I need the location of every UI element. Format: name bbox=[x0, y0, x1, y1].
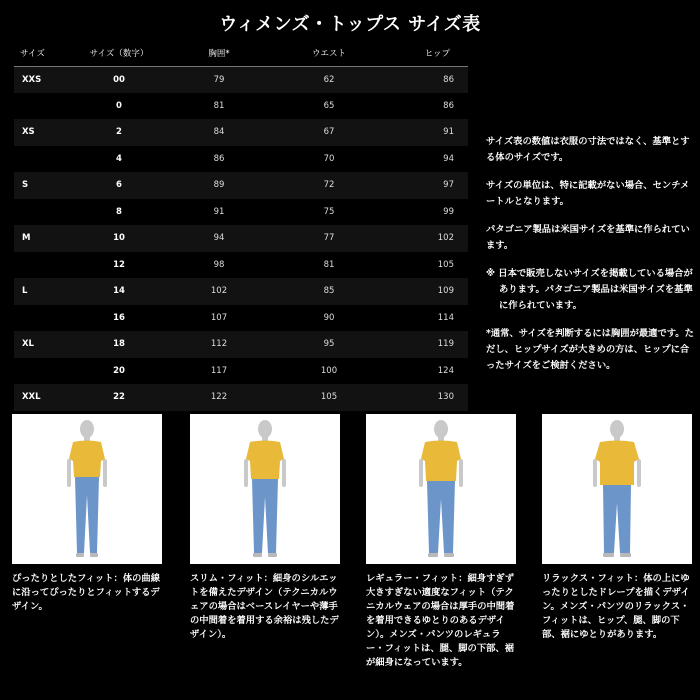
hip-value: 124 bbox=[384, 358, 468, 385]
fitted-figure-icon bbox=[57, 415, 117, 563]
waist-value: 105 bbox=[274, 384, 384, 411]
size-table bbox=[14, 40, 468, 411]
size-label: XXL bbox=[14, 384, 74, 411]
note-units: サイズの単位は、特に記載がない場合、センチメートルとなります。 bbox=[486, 180, 690, 207]
size-number: 10 bbox=[74, 225, 164, 252]
size-number: 4 bbox=[74, 146, 164, 173]
fit-card-slim bbox=[190, 414, 340, 642]
size-label: XXS bbox=[14, 66, 74, 93]
table-row bbox=[14, 146, 468, 173]
bust-value: 98 bbox=[164, 252, 274, 279]
slim-figure-image bbox=[190, 414, 340, 564]
table-row bbox=[14, 331, 468, 358]
waist-value: 77 bbox=[274, 225, 384, 252]
waist-value: 90 bbox=[274, 305, 384, 332]
hip-value: 91 bbox=[384, 119, 468, 146]
bust-value: 102 bbox=[164, 278, 274, 305]
note-unsold-sizes: ※ 日本で販売しないサイズを掲載している場合があります。パタゴニア製品は米国サイズを基準に作られています。 bbox=[486, 268, 693, 311]
size-label bbox=[14, 146, 74, 173]
size-number: 22 bbox=[74, 384, 164, 411]
waist-value: 95 bbox=[274, 331, 384, 358]
table-row bbox=[14, 66, 468, 93]
fit-description-slim: スリム・フィット：細身のシルエットを備えたデザイン（テクニカルウェアの場合はベースレイヤーや薄手の中間着を着用する余裕は残したデザイン）。 bbox=[190, 573, 339, 640]
size-number: 18 bbox=[74, 331, 164, 358]
hip-value: 119 bbox=[384, 331, 468, 358]
fit-description-regular: レギュラー・フィット：細身すぎず大きすぎない適度なフィット（テクニカルウェアの場合は厚手の中間着を着用できるゆとりのあるデザイン）。メンズ・パンツのレギュラー・フィットは、腿、脚の下部、裾が細身になっています。 bbox=[366, 573, 515, 668]
size-number: 00 bbox=[74, 66, 164, 93]
hip-value: 105 bbox=[384, 252, 468, 279]
bust-value: 84 bbox=[164, 119, 274, 146]
waist-value: 75 bbox=[274, 199, 384, 226]
hip-value: 102 bbox=[384, 225, 468, 252]
size-label: M bbox=[14, 225, 74, 252]
bust-value: 81 bbox=[164, 93, 274, 120]
table-row bbox=[14, 199, 468, 226]
bust-value: 89 bbox=[164, 172, 274, 199]
size-label: XL bbox=[14, 331, 74, 358]
table-row bbox=[14, 305, 468, 332]
size-label: XS bbox=[14, 119, 74, 146]
hip-value: 109 bbox=[384, 278, 468, 305]
size-label: L bbox=[14, 278, 74, 305]
note-us-sizing: パタゴニア製品は米国サイズを基準に作られています。 bbox=[486, 224, 690, 251]
table-row bbox=[14, 93, 468, 120]
size-label bbox=[14, 252, 74, 279]
page-title: ウィメンズ・トップス サイズ表 bbox=[219, 14, 481, 35]
header-waist: ウエスト bbox=[274, 40, 384, 66]
relaxed-figure-image bbox=[542, 414, 692, 564]
bust-value: 117 bbox=[164, 358, 274, 385]
size-number: 20 bbox=[74, 358, 164, 385]
table-row bbox=[14, 172, 468, 199]
fit-card-relaxed bbox=[542, 414, 692, 642]
hip-value: 86 bbox=[384, 66, 468, 93]
slim-figure-icon bbox=[235, 415, 295, 563]
bust-value: 94 bbox=[164, 225, 274, 252]
fit-description-fitted: ぴったりとしたフィット：体の曲線に沿ってぴったりとフィットするデザイン。 bbox=[12, 573, 161, 612]
bust-value: 107 bbox=[164, 305, 274, 332]
table-row bbox=[14, 252, 468, 279]
size-number: 16 bbox=[74, 305, 164, 332]
header-size: サイズ bbox=[14, 40, 74, 66]
size-number: 8 bbox=[74, 199, 164, 226]
hip-value: 130 bbox=[384, 384, 468, 411]
hip-value: 99 bbox=[384, 199, 468, 226]
regular-figure-image bbox=[366, 414, 516, 564]
header-hip: ヒップ bbox=[384, 40, 468, 66]
header-bust: 胸囲* bbox=[164, 40, 274, 66]
table-header-row bbox=[14, 40, 468, 66]
fit-card-regular bbox=[366, 414, 516, 670]
note-measurement-basis: サイズ表の数値は衣服の寸法ではなく、基準とする体のサイズです。 bbox=[486, 136, 690, 163]
hip-value: 114 bbox=[384, 305, 468, 332]
note-bust-recommendation: *通常、サイズを判断するには胸囲が最適です。ただし、ヒップサイズが大きめの方は、ヒップに合ったサイズをご検討ください。 bbox=[486, 328, 694, 371]
waist-value: 81 bbox=[274, 252, 384, 279]
fit-description-relaxed: リラックス・フィット：体の上にゆったりとしたドレープを描くデザイン。メンズ・パンツのリラックス・フィットは、ヒップ、腿、脚の下部、裾にゆとりがあります。 bbox=[542, 573, 690, 640]
header-size-number: サイズ（数字） bbox=[74, 40, 164, 66]
size-number: 14 bbox=[74, 278, 164, 305]
table-row bbox=[14, 358, 468, 385]
waist-value: 72 bbox=[274, 172, 384, 199]
relaxed-figure-icon bbox=[587, 415, 647, 563]
table-row bbox=[14, 225, 468, 252]
bust-value: 79 bbox=[164, 66, 274, 93]
table-row bbox=[14, 278, 468, 305]
waist-value: 100 bbox=[274, 358, 384, 385]
fit-card-fitted bbox=[12, 414, 162, 614]
waist-value: 62 bbox=[274, 66, 384, 93]
regular-figure-icon bbox=[411, 415, 471, 563]
size-label bbox=[14, 199, 74, 226]
size-table-container bbox=[14, 40, 468, 411]
hip-value: 86 bbox=[384, 93, 468, 120]
size-notes bbox=[486, 134, 696, 374]
waist-value: 67 bbox=[274, 119, 384, 146]
size-label bbox=[14, 305, 74, 332]
size-label bbox=[14, 358, 74, 385]
waist-value: 70 bbox=[274, 146, 384, 173]
fitted-figure-image bbox=[12, 414, 162, 564]
bust-value: 112 bbox=[164, 331, 274, 358]
table-row bbox=[14, 384, 468, 411]
waist-value: 85 bbox=[274, 278, 384, 305]
hip-value: 94 bbox=[384, 146, 468, 173]
size-number: 12 bbox=[74, 252, 164, 279]
hip-value: 97 bbox=[384, 172, 468, 199]
size-label bbox=[14, 93, 74, 120]
bust-value: 91 bbox=[164, 199, 274, 226]
bust-value: 122 bbox=[164, 384, 274, 411]
table-row bbox=[14, 119, 468, 146]
size-number: 6 bbox=[74, 172, 164, 199]
waist-value: 65 bbox=[274, 93, 384, 120]
size-number: 2 bbox=[74, 119, 164, 146]
size-label: S bbox=[14, 172, 74, 199]
size-number: 0 bbox=[74, 93, 164, 120]
bust-value: 86 bbox=[164, 146, 274, 173]
